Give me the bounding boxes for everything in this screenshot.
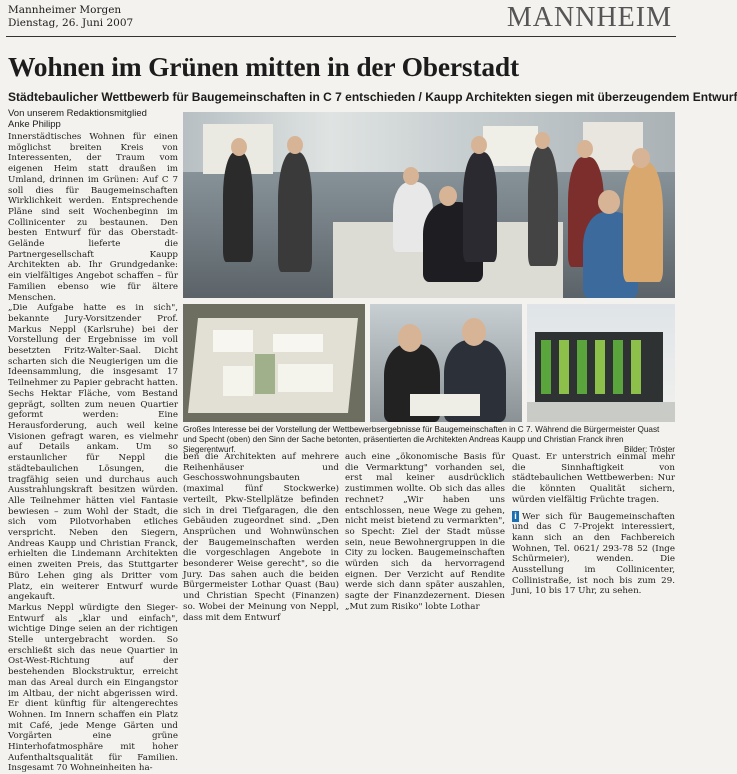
photo-caption [183, 425, 675, 455]
header-divider [6, 36, 676, 37]
closing-paragraph: Quast. Er unterstrich einmal mehr die Sinnhaftigkeit von städtebaulichen Wettbewerben: Nur die könnten Qualität sichern, würden vielfältig Früchte tragen. [512, 452, 675, 505]
photo-credit: Bilder: Tröster [624, 445, 675, 454]
newspaper-name: Mannheimer Morgen [8, 4, 122, 16]
info-text: Wer sich für Baugemeinschaften und das C 7-Projekt interessiert, kann sich an den Fachbereich Wohnen, Tel. 0621/ 293-78 52 (Inge Schürmeier), wenden. Die Ausstellung im Collinicenter, Collinistraße, ist noch bis zum 29. Juni, 10 bis 17 Uhr, zu sehen. [512, 511, 675, 597]
article-column-1: Innerstädtisches Wohnen für einen möglichst breiten Kreis von Interessenten, der Traum vom eigenen Heim statt draußen im Umland, drinnen im Grünen: Auf C 7 soll dies für Baugemeinschaften Wirklichkeit werden. Entsprechende Pläne sind seit Wochenbeginn im Collinicenter zu bestaunen. Den besten Entwurf für das Oberstadt-Gelände lieferte die Partnergesellschaft Kaupp Architekten ab. Ihr Grundgedanke: ein vielfältiges Angebot schaffen – für Familien ebenso wie für ältere Menschen. „Die Aufgabe hatte es in sich", bekannte Jury-Vorsitzender Prof. Markus Neppl (Karlsruhe) bei der Vorstellung der Ergebnisse im voll besetzten Fritz-Walter-Saal. Dicht scharten sich die Neugierigen um die Ideensammlung, die insgesamt 17 Teilnehmer zu Papier gebracht hatten. Sechs Hektar Fläche, vom Bestand geprägt, sollten zum neuen Quartier geformt werden: Eine Herausforderung, auch weil keine Visionen gefragt waren, es vielmehr auf Details ankam. Um so erstaunlicher für Neppl die städtebaulichen Lösungen, die tragfähig seien und durchaus auch Ausstrahlungskraft besitzen würden. Alle Teilnehmer hätten viel Fantasie bewiesen – zum Wohl der Stadt, die sich vom Pilotvorhaben etliches verspricht. Neben den Siegern, Andreas Kaupp und Christian Franck, erhielten die Lindemann Architekten einen zweiten Preis, das Stuttgarter Büro Lehen ging als Dritter vom Platz, ein weiterer Entwurf wurde angekauft. Markus Neppl würdigte den Sieger-Entwurf als „klar und einfach", wichtige Dinge seien an der richtigen Stelle untergebracht worden. So erschließt sich das neue Quartier in Ost-West-Richtung auf der bestehenden Blockstruktur, erreicht man das Areal durch ein Eingangstor im Altbau, der nicht abgerissen wird. Er dient künftig für altengerechtes Wohnen. Im Innern schaffen ein Platz mit Café, jede Menge Gärten und Vorgärten eine grüne Hinterhofatmosphäre mit hoher Aufenthaltsqualität für Familien. Insgesamt 70 Wohneinheiten ha- [8, 132, 178, 774]
photo-exhibition-crowd [183, 112, 675, 298]
info-icon: i [512, 511, 519, 522]
byline [8, 108, 147, 130]
photo-site-model [183, 304, 365, 422]
photo-architects [370, 304, 522, 422]
info-box [512, 511, 675, 598]
caption-text: Großes Interesse bei der Vorstellung der Wettbewerbsergebnisse für Baugemeinschaften in C 7. Während die Bürgermeister Quast und Specht (oben) den Sinn der Sache betonten, präsentierten die Architekten Andreas Kaupp und Christian Franck ihren Siegerentwurf. [183, 425, 660, 454]
section-title: MANNHEIM [506, 2, 672, 33]
byline-author: Anke Philipp [8, 119, 61, 130]
subheadline: Städtebaulicher Wettbewerb für Baugemeinschaften in C 7 entschieden / Kaupp Architekten siegen mit überzeugendem Entwurf [8, 90, 737, 104]
masthead [8, 4, 133, 30]
headline: Wohnen im Grünen mitten in der Oberstadt [8, 51, 519, 82]
article-column-3: auch eine „ökonomische Basis für die Vermarktung" vorhanden sei, erst mal keiner ausdrücklich zustimmen wollte. Ob sich das alles rechnet? „Wir haben uns entschlossen, neue Wege zu gehen, nicht meist bietend zu vermarkten", so Specht: Ziel der Stadt müsse sein, neue Bewohnergruppen in die City zu locken. Baugemeinschaften würden sich da hervorragend eignen. Der Verzicht auf Rendite werde sich dann später auszahlen, sagte der Finanzdezernent. Diesen „Mut zum Risiko" lobte Lothar [345, 452, 505, 612]
photo-building-rendering [527, 304, 675, 422]
issue-date: Dienstag, 26. Juni 2007 [8, 17, 134, 29]
byline-label: Von unserem Redaktionsmitglied [8, 108, 147, 119]
article-column-4 [512, 452, 675, 597]
article-column-2: ben die Architekten auf mehrere Reihenhäuser und Geschosswohnungsbauten (maximal fünf Stockwerke) verteilt, Pkw-Stellplätze befinden sich in drei Tiefgaragen, die den Gebäuden zugeordnet sind. „Den Ansprüchen und Wohnwünschen der Baugemeinschaften werden die vorgeschlagen Angebote in besonderer Weise gerecht", so die Jury. Das sahen auch die beiden Bürgermeister Lothar Quast (Bau) und Christian Specht (Finanzen) so. Wobei der Meinung von Neppl, dass mit dem Entwurf [183, 452, 339, 623]
